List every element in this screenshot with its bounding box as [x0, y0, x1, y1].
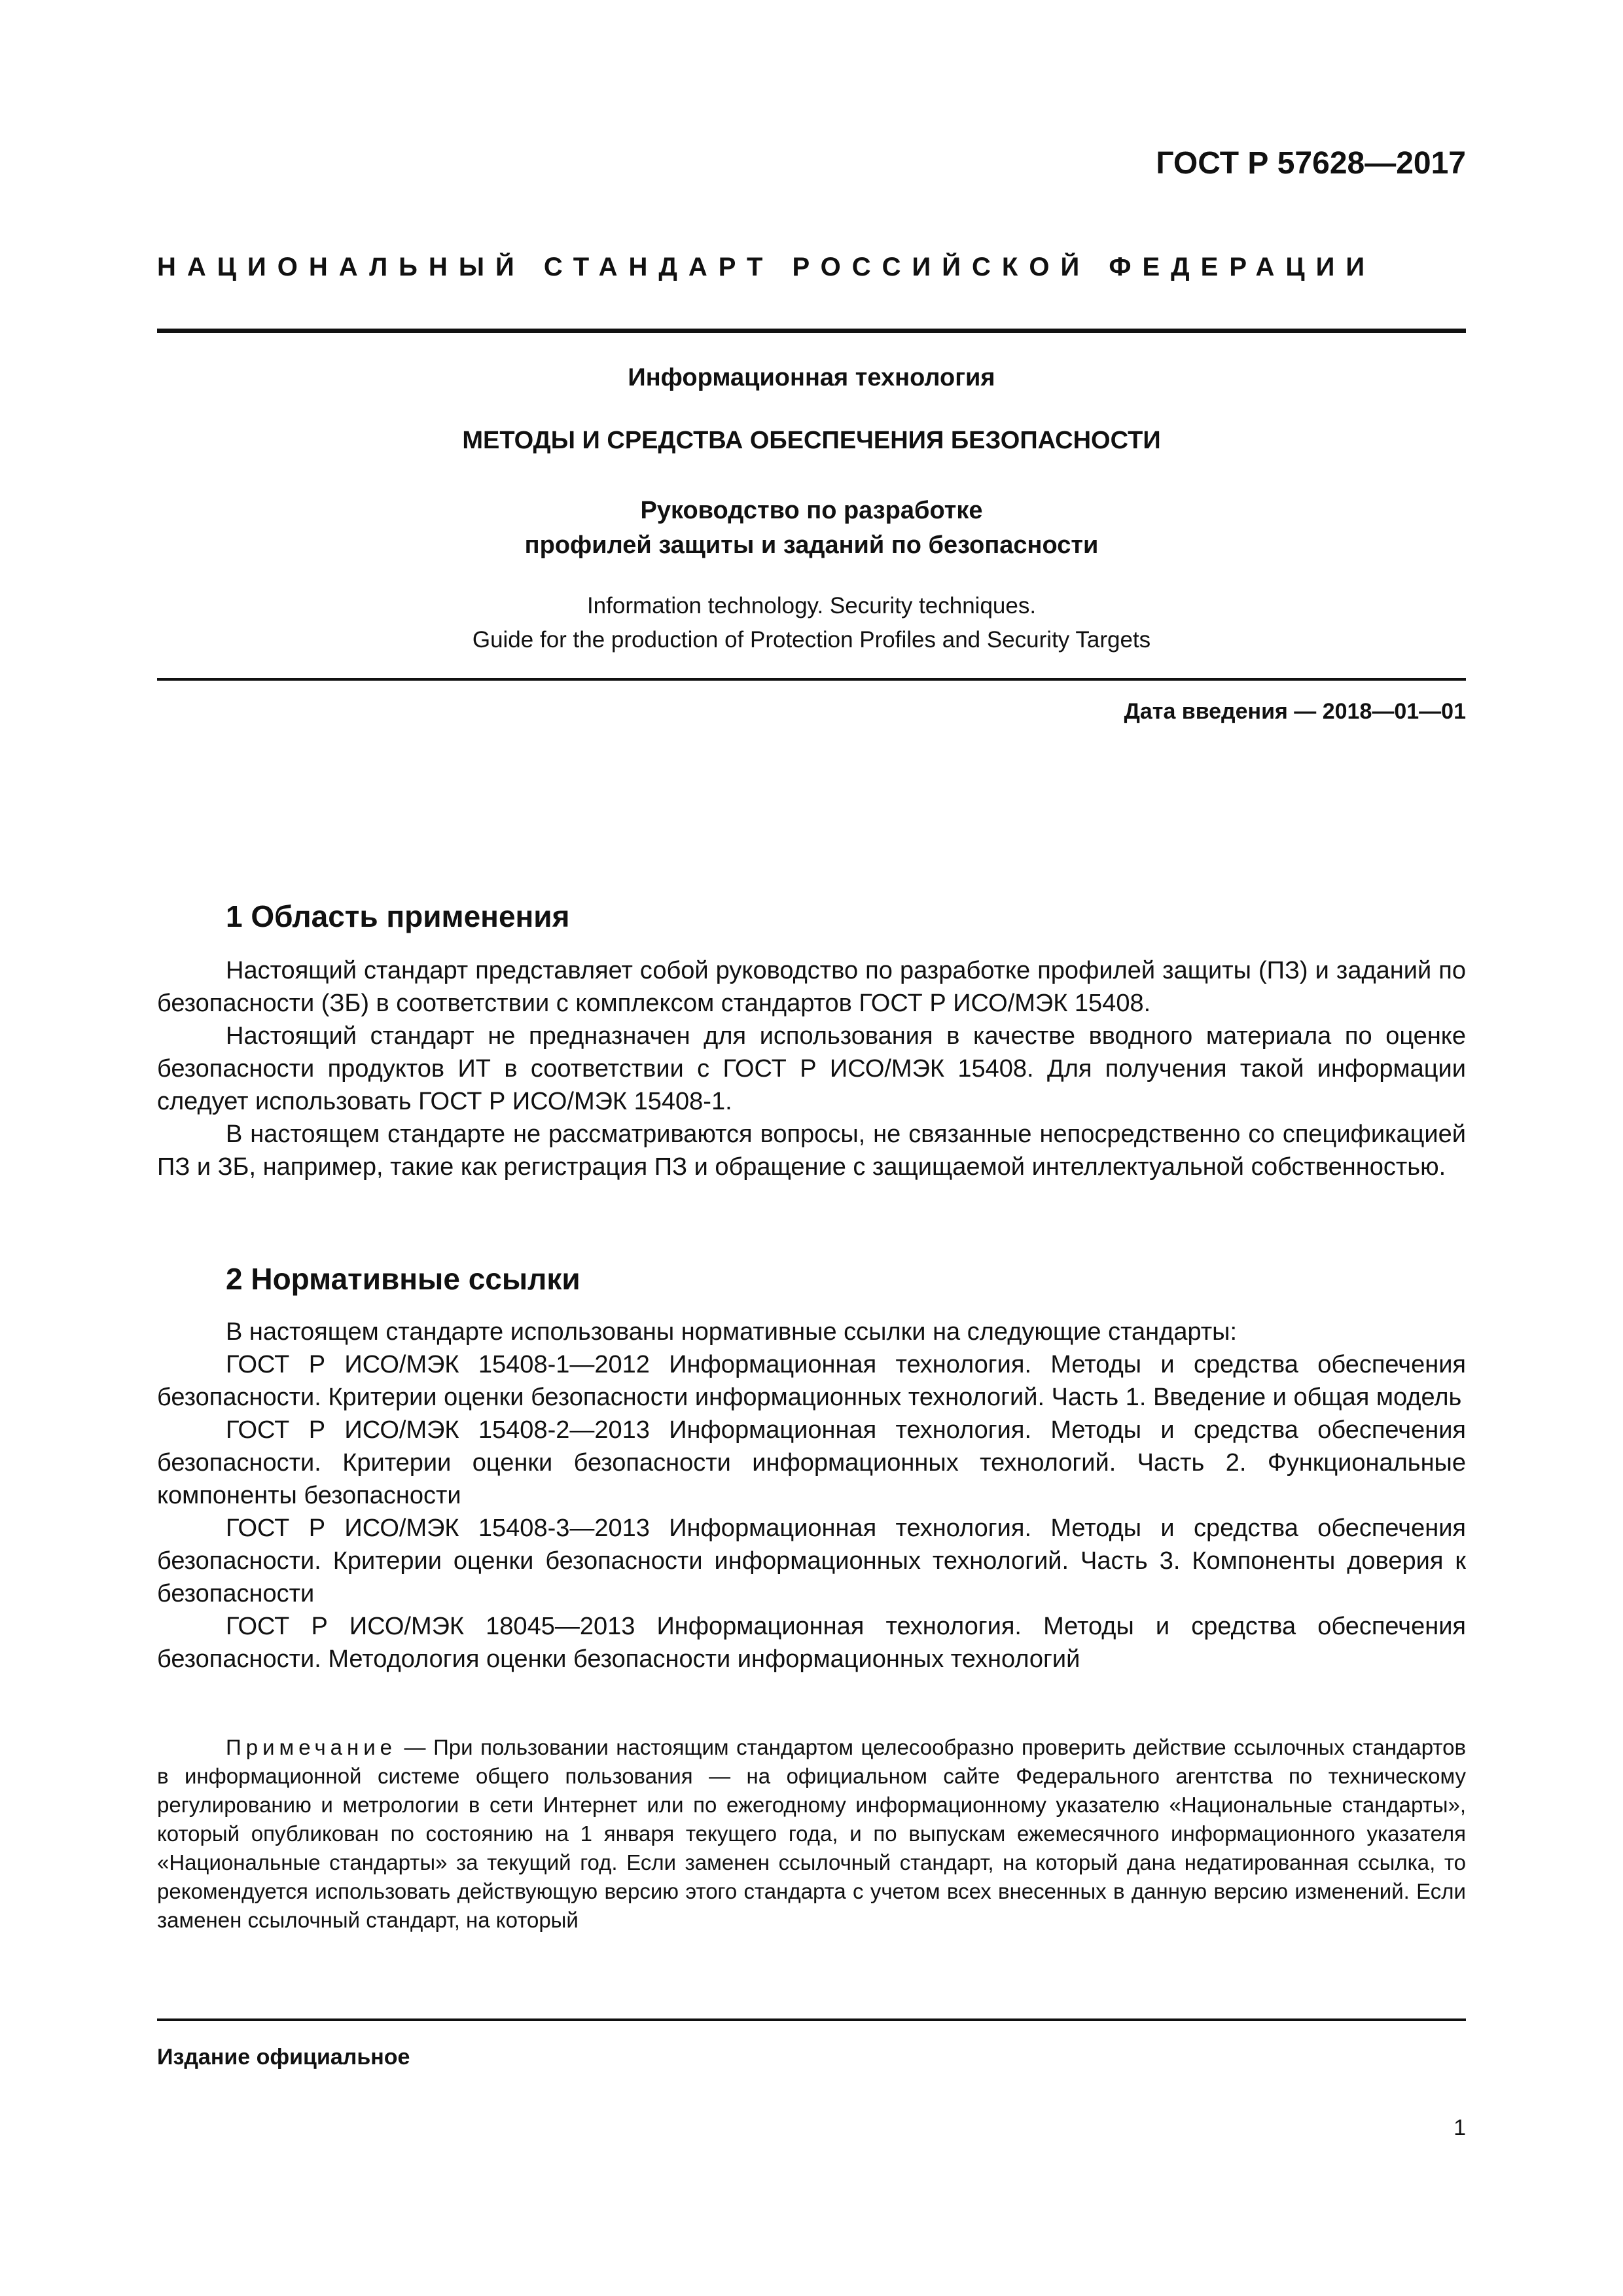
- header-divider: [157, 329, 1466, 333]
- subtitle-line-2: профилей защиты и заданий по безопасности: [524, 531, 1099, 559]
- reference-item: ГОСТ Р ИСО/МЭК 18045—2013 Информационная технология. Методы и средства обеспечения безопасности. Методология оценки безопасности информационных технологий: [157, 1613, 1466, 1673]
- title-divider: [157, 678, 1466, 681]
- edition-label: Издание официальное: [157, 2045, 410, 2070]
- reference-item: ГОСТ Р ИСО/МЭК 15408-3—2013 Информационная технология. Методы и средства обеспечения безопасности. Критерии оценки безопасности информационных технологий. Часть 3. Компоненты доверия к безопасности: [157, 1515, 1466, 1607]
- title-subtitle: [157, 493, 1466, 563]
- english-title-line-1: Information technology. Security techniques.: [586, 593, 1037, 619]
- english-title-line-2: Guide for the production of Protection Profiles and Security Targets: [472, 627, 1151, 653]
- title-main: МЕТОДЫ И СРЕДСТВА ОБЕСПЕЧЕНИЯ БЕЗОПАСНОСТИ: [462, 427, 1161, 454]
- introduction-date: Дата введения — 2018—01—01: [1124, 699, 1466, 724]
- subtitle-line-1: Руководство по разработке: [640, 497, 983, 524]
- reference-item: ГОСТ Р ИСО/МЭК 15408-2—2013 Информационная технология. Методы и средства обеспечения безопасности. Критерии оценки безопасности информационных технологий. Часть 2. Функциональные компоненты безопасности: [157, 1416, 1466, 1509]
- reference-item: ГОСТ Р ИСО/МЭК 15408-1—2012 Информационная технология. Методы и средства обеспечения безопасности. Критерии оценки безопасности информационных технологий. Часть 1. Введение и общая модель: [157, 1351, 1466, 1411]
- section-2-heading: 2 Нормативные ссылки: [226, 1262, 580, 1296]
- section-1-heading: 1 Область применения: [226, 899, 570, 933]
- paragraph: Настоящий стандарт представляет собой руководство по разработке профилей защиты (ПЗ) и заданий по безопасности (ЗБ) в соответствии с комплексом стандартов ГОСТ Р ИСО/МЭК 15408.: [157, 957, 1466, 1017]
- paragraph: В настоящем стандарте использованы нормативные ссылки на следующие стандарты:: [226, 1318, 1238, 1346]
- paragraph: В настоящем стандарте не рассматриваются вопросы, не связанные непосредственно со спецификацией ПЗ и ЗБ, например, такие как регистрация ПЗ и обращение с защищаемой интеллектуальной собственностью.: [157, 1121, 1466, 1181]
- title-field: Информационная технология: [628, 364, 995, 391]
- section-2-body: [157, 1316, 1466, 1676]
- title-english: [157, 589, 1466, 657]
- note-text: — При пользовании настоящим стандартом целесообразно проверить действие ссылочных стандартов в информационной системе общего пользования — на официальном сайте Федерального агентства по техническому регулированию и метрологии в сети Интернет или по ежегодному информационному указателю «Национальные стандарты», который опубликован по состоянию на 1 января текущего года, и по выпускам ежемесячного информационного указателя «Национальные стандарты» за текущий год. Если заменен ссылочный стандарт, на который дана недатированная ссылка, то рекомендуется использовать действующую версию этого стандарта с учетом всех внесенных в данную версию изменений. Если заменен ссылочный стандарт, на который: [157, 1735, 1466, 1932]
- paragraph: Настоящий стандарт не предназначен для использования в качестве вводного материала по оценке безопасности продуктов ИТ в соответствии с ГОСТ Р ИСО/МЭК 15408. Для получения такой информации следует использовать ГОСТ Р ИСО/МЭК 15408-1.: [157, 1022, 1466, 1115]
- footer-divider: [157, 2018, 1466, 2021]
- note: [157, 1733, 1466, 1935]
- page-number: 1: [1454, 2115, 1466, 2140]
- note-label: Примечание: [226, 1735, 397, 1759]
- national-standard-banner: НАЦИОНАЛЬНЫЙ СТАНДАРТ РОССИЙСКОЙ ФЕДЕРАЦИИ: [157, 253, 1376, 281]
- section-1-body: [157, 954, 1466, 1183]
- standard-number: ГОСТ Р 57628—2017: [1156, 146, 1466, 181]
